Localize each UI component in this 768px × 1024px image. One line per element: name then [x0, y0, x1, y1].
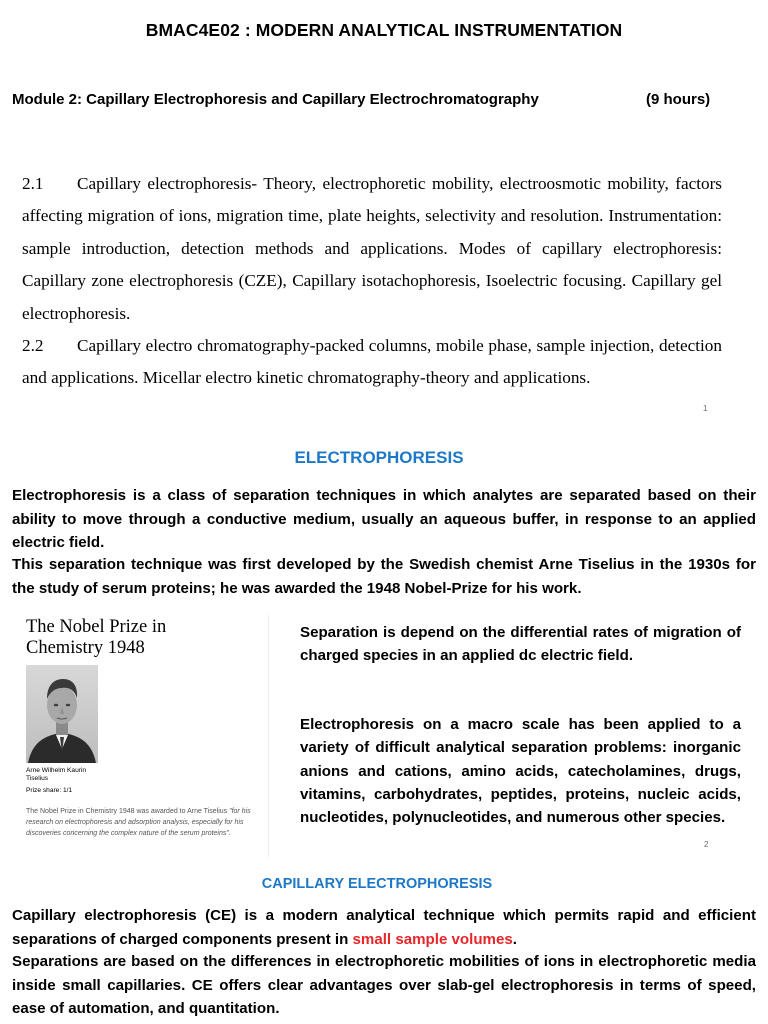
nobel-card-title: The Nobel Prize in Chemistry 1948 — [26, 617, 167, 658]
syllabus-number: 2.2 — [22, 336, 44, 356]
course-title: BMAC4E02 : MODERN ANALYTICAL INSTRUMENTATION — [145, 20, 623, 40]
page-number: 2 — [704, 840, 709, 849]
syllabus-block — [22, 168, 722, 395]
syllabus-item — [22, 330, 722, 395]
electrophoresis-definition: Electrophoresis is a class of separation techniques in which analytes are separated based on their ability to move through a conductive medium, usually an aqueous buffer, in response to an applied electric field. — [12, 487, 756, 551]
syllabus-text: Capillary electrophoresis- Theory, electrophoretic mobility, electroosmotic mobility, factors affecting migration of ions, migration time, plate heights, selectivity and resolution. Instrumentation: sample introduction, detection methods and applications. Modes of capillary electrophoresis: Capillary zone electrophoresis (CZE), Capillary isotachophoresis, Isoelectric focusing. Capillary gel electrophoresis. — [22, 174, 722, 323]
prize-share: Prize share: 1/1 — [26, 787, 73, 794]
nobel-description-text: The Nobel Prize in Chemistry 1948 was awarded to Arne Tiselius — [26, 808, 228, 815]
capillary-definition-end: . — [512, 930, 517, 948]
module-hours: (9 hours) — [646, 91, 711, 108]
electrophoresis-history: This separation technique was first developed by the Swedish chemist Arne Tiselius in the 1930s for the study of serum proteins; he was awarded the 1948 Nobel-Prize for his work. — [12, 556, 756, 597]
separation-basis-text: Separation is depend on the differential rates of migration of charged species in an applied dc electric field. — [300, 624, 741, 665]
nobel-motivation: "for his research on electrophoresis and adsorption analysis, especially for his discoveries concerning the complex nature of the serum proteins". — [26, 808, 251, 837]
capillary-definition — [12, 904, 756, 951]
section-heading-electrophoresis: ELECTROPHORESIS — [294, 448, 464, 467]
section-heading-capillary-electrophoresis: CAPILLARY ELECTROPHORESIS — [261, 876, 493, 892]
syllabus-item — [22, 168, 722, 330]
page-number: 1 — [703, 404, 708, 413]
capillary-definition-text: Capillary electrophoresis (CE) is a modern analytical technique which permits rapid and efficient separations of charged components present in — [12, 907, 756, 948]
nobel-description — [26, 806, 266, 839]
syllabus-text: Capillary electro chromatography-packed columns, mobile phase, sample injection, detection and applications. Micellar electro kinetic chromatography-theory and applications. — [22, 336, 722, 388]
capillary-advantages: Separations are based on the differences in electrophoretic mobilities of ions in electrophoretic media inside small capillaries. CE offers clear advantages over slab-gel electrophoresis in terms of speed, ease of automation, and quantitation. — [12, 953, 756, 1017]
highlight-small-sample-volumes: small sample volumes — [352, 930, 513, 948]
module-title: Module 2: Capillary Electrophoresis and Capillary Electrochromatography — [12, 91, 539, 108]
laureate-portrait — [26, 665, 98, 763]
laureate-name: Arne Wilhelm Kaurin Tiselius — [26, 767, 87, 782]
applications-text: Electrophoresis on a macro scale has been applied to a variety of difficult analytical separation problems: inorganic anions and cations, amino acids, catecholamines, drugs, vitamins, carbohydrates, peptides, proteins, nucleic acids, nucleotides, polynucleotides, and numerous other species. — [300, 716, 741, 827]
syllabus-number: 2.1 — [22, 174, 44, 193]
